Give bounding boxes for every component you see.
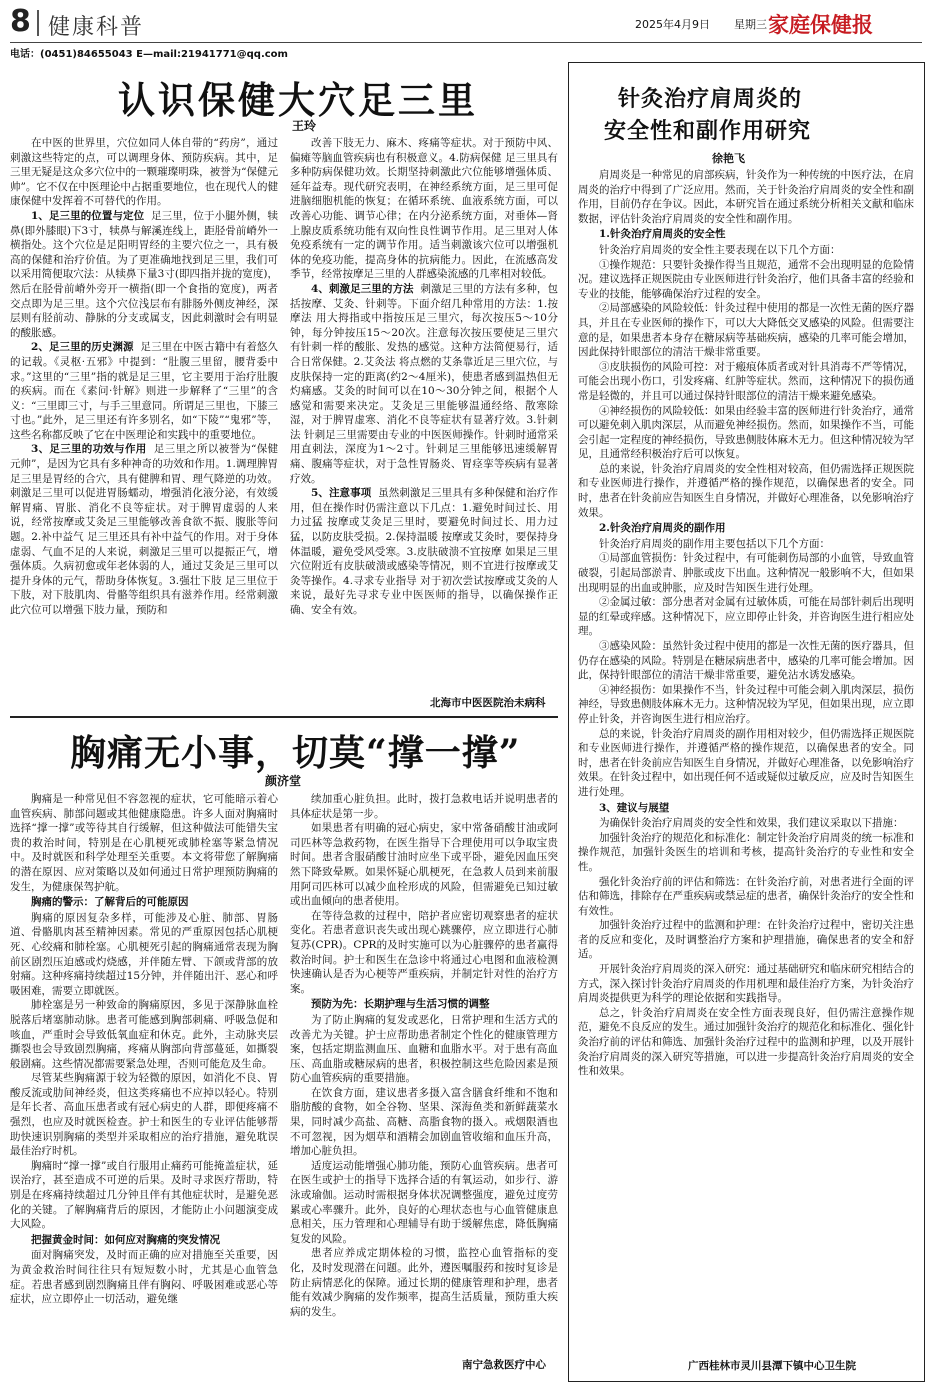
issue-weekday: 星期三 bbox=[734, 18, 767, 31]
article2-author: 颜济堂 bbox=[265, 774, 302, 788]
paragraph: 4、刺激足三里的方法 刺激足三里的方法有多种，包括按摩、艾灸、针刺等。下面介绍几种常用的方法：1.按摩法 用大拇指或中指按压足三里穴，每次按压5～10分钟，每分钟按压15～20次。注意每次按压要使足三里穴有针刺一样的酸胀、发热的感觉。这种方法简便易行，适合日常保健。2.艾灸法 将点燃的艾条靠近足三里穴位，与皮肤保持一定的距离(约2～4厘米)，使患者感到温热但无灼痛感。艾灸的时间可以在10～30分钟之间，根据个人感觉和需要来决定。艾灸足三里能够温通经络、散寒除湿，对于脾胃虚寒、消化不良等症状有显著疗效。3.针刺法 针刺足三里需要由专业的中医医师操作。针刺时通常采用直刺法，深度为1～2寸。针刺足三里能够迅速缓解胃痛、腹痛等症状，对于急性胃肠炎、胃痉挛等疾病有显著疗效。 bbox=[290, 282, 558, 485]
page-header bbox=[10, 6, 922, 43]
subheading: 2.针灸治疗肩周炎的副作用 bbox=[599, 522, 726, 535]
article2-column-2 bbox=[290, 792, 558, 1354]
page-number: 8 bbox=[10, 4, 31, 39]
paragraph: 1、足三里的位置与定位 足三里，位于小腿外侧，犊鼻(即外膝眼)下3寸，犊鼻与解溪连线上，距胫骨前嵴外一横指处。这个穴位是足阳明胃经的主要穴位之一，具有极高的保健和治疗价值。为了更准确地找到足三里，我们可以采用简便取穴法：从犊鼻下量3寸(即四指并拢的宽度)，然后在胫骨前嵴外旁开一横指(即一个食指的宽度)，两者交点即为足三里。这个穴位浅层布有腓肠外侧皮神经，深层则有胫前动、静脉的分支或属支，因此刺激时会有明显的酸胀感。 bbox=[10, 209, 278, 339]
paragraph: 针灸治疗肩周炎的副作用主要包括以下几个方面： bbox=[599, 537, 830, 550]
article1-title: 认识保健大穴足三里 bbox=[118, 78, 478, 122]
paragraph: 3、足三里的功效与作用 足三里之所以被誉为“保健元帅”，是因为它具有多种神奇的功效和作用。1.调理脾胃 足三里是胃经的合穴，具有健脾和胃、理气降逆的功效。刺激足三里可以促进胃肠蠕动，增强消化液分泌，有效缓解胃痛、胃胀、消化不良等症状。对于脾胃虚弱的人来说，经常按摩或艾灸足三里能够改善食欲不振、腹胀等问题。2.补中益气 足三里还具有补中益气的作用。对于身体虚弱、气血不足的人来说，刺激足三里可以提振正气，增强体质。久病初愈或年老体弱的人，通过艾灸足三里可以提升身体的元气，帮助身体恢复。3.强壮下肢 足三里位于下肢，对下肢肌肉、骨骼等组织具有滋养作用。经常刺激此穴位可以增强下肢力量，预防和 bbox=[10, 443, 278, 616]
article2-column-1 bbox=[10, 792, 278, 1384]
paragraph: 为了防止胸痛的复发或恶化，日常护理和生活方式的改善尤为关键。护士应帮助患者制定个性化的健康管理方案，包括定期监测血压、血糖和血脂水平。对于患有高血压、高血脂或糖尿病的患者，积极控制这些危险因素是预防心血管疾病的重要措施。 bbox=[290, 1013, 558, 1085]
subheading: 1.针灸治疗肩周炎的安全性 bbox=[599, 228, 726, 241]
paragraph: ②局部感染的风险较低：针灸过程中使用的都是一次性无菌的医疗器具，并且在专业医师的操作下，可以大大降低交叉感染的风险。但需要注意的是，如果患者本身存在糖尿病等基础疾病，感染的几率可能会增加，因此保持针眼部位的清洁干燥非常重要。 bbox=[578, 302, 914, 359]
paragraph: 改善下肢无力、麻木、疼痛等症状。对于预防中风、偏瘫等脑血管疾病也有积极意义。4.防病保健 足三里具有多种防病保健功效。长期坚持刺激此穴位能够增强体质、延年益寿。现代研究表明，在神经系统方面，足三里可促进脑细胞机能的恢复；在循环系统、血液系统方面，可以改善心功能、调节心律；在内分泌系统方面，对垂体—肾上腺皮质系统功能有双向性良性调节作用。足三里对人体免疫系统有一定的调节作用。适当刺激该穴位可以增强机体的免疫功能，提高身体的抗病能力。因此，在流感高发季节，经常按摩足三里的人群感染流感的几率相对较低。 bbox=[290, 137, 558, 281]
inline-heading: 5、注意事项 bbox=[311, 487, 372, 500]
article1-source: 北海市中医医院治未病科 bbox=[430, 697, 546, 709]
inline-heading: 1、足三里的位置与定位 bbox=[31, 209, 145, 222]
paragraph: 肺栓塞是另一种致命的胸痛原因，多见于深静脉血栓脱落后堵塞肺动脉。患者可能感到胸部刺痛、呼吸急促和咳血，严重时会导致低氧血症和休克。此外，主动脉夹层撕裂也会导致剧烈胸痛，疼痛从胸部向背部蔓延，如撕裂般剧痛。这些情况都需要紧急处理，否则可能危及生命。 bbox=[10, 999, 278, 1070]
paragraph: 在等待急救的过程中，陪护者应密切观察患者的症状变化。若患者意识丧失或出现心跳骤停，应立即进行心肺复苏(CPR)。CPR的及时实施可以为心脏骤停的患者赢得救治时间。护士和医生在急诊中将通过心电图和血液检测快速确认是否为心梗等严重疾病，并制定针对性的治疗方案。 bbox=[290, 909, 558, 995]
subheading: 把握黄金时间：如何应对胸痛的突发情况 bbox=[31, 1233, 220, 1246]
paragraph: 胸痛是一种常见但不容忽视的症状，它可能暗示着心血管疾病、肺部问题或其他健康隐患。许多人面对胸痛时选择“撑一撑”或等待其自行缓解，但这种做法可能错失宝贵的救治时间，特别是在心肌梗死或肺栓塞等紧急情况中。及时就医和科学处理至关重要。本文将带您了解胸痛的潜在原因、应对策略以及如何通过日常护理预防胸痛的发生，为健康保驾护航。 bbox=[10, 793, 278, 893]
subheading: 3、建议与展望 bbox=[599, 801, 670, 814]
paragraph: 为确保针灸治疗肩周炎的安全性和效果，我们建议采取以下措施： bbox=[599, 817, 904, 830]
article3-author: 徐艳飞 bbox=[712, 152, 745, 165]
article-divider bbox=[10, 716, 558, 718]
inline-heading: 2、足三里的历史渊源 bbox=[31, 341, 134, 354]
article2-title: 胸痛无小事，切莫“撑一撑” bbox=[70, 732, 521, 774]
article3-title-line1: 针灸治疗肩周炎的 bbox=[618, 86, 803, 112]
paragraph: 开展针灸治疗肩周炎的深入研究：通过基础研究和临床研究相结合的方式，深入探讨针灸治疗肩周炎的作用机理和最佳治疗方案，为针灸治疗肩周炎提供更为科学的理论依据和实践指导。 bbox=[578, 963, 914, 1005]
paragraph: 总的来说，针灸治疗肩周炎的副作用相对较少，但仍需选择正规医院和专业医师进行操作，并遵循严格的操作规范，以确保患者的安全。同时，患者在针灸前应告知医生自身情况，并做好心理准备，以免影响治疗效果。在针灸过程中，如出现任何不适或疑似过敏反应，应及时告知医生进行处理。 bbox=[578, 727, 914, 798]
article1-column-2 bbox=[290, 136, 558, 698]
paragraph: 针灸治疗肩周炎的安全性主要表现在以下几个方面： bbox=[599, 243, 841, 256]
paragraph: ③感染风险：虽然针灸过程中使用的都是一次性无菌的医疗器具，但仍存在感染的风险。特别是在糖尿病患者中，感染的几率可能会增加。因此，保持针眼部位的清洁干燥非常重要，避免沾水诱发感染。 bbox=[578, 640, 914, 682]
article1-column-1 bbox=[10, 136, 278, 716]
paragraph: 加强针灸治疗过程中的监测和护理：在针灸治疗过程中，密切关注患者的反应和变化，及时调整治疗方案和护理措施，确保患者的安全和舒适。 bbox=[578, 919, 914, 961]
paragraph: 在中医的世界里，穴位如同人体自带的“药房”，通过刺激这些特定的点，可以调理身体、预防疾病。其中，足三里无疑是这众多穴位中的一颗璀璨明珠，被誉为“保健元帅”。它不仅在中医理论中占据重要地位，也在现代人的健康保健中发挥着不可替代的作用。 bbox=[10, 137, 278, 208]
paragraph: 总的来说，针灸治疗肩周炎的安全性相对较高，但仍需选择正规医院和专业医师进行操作，并遵循严格的操作规范，以确保患者的安全。同时，患者在针灸前应告知医生自身情况，并做好心理准备，以免影响治疗效果。 bbox=[578, 462, 914, 519]
article3-body bbox=[578, 168, 914, 1346]
contact-line: 电话：(0451)84655043 E—mail:21941771@qq.com bbox=[10, 49, 288, 60]
article1-author: 王玲 bbox=[292, 119, 317, 133]
paragraph: 总之，针灸治疗肩周炎在安全性方面表现良好，但仍需注意操作规范，避免不良反应的发生。通过加强针灸治疗的规范化和标准化、强化针灸治疗前的评估和筛选、加强针灸治疗过程中的监测和护理，以及开展针灸治疗肩周炎的深入研究等措施，可以进一步提高针灸治疗肩周炎的安全性和效果。 bbox=[578, 1006, 914, 1078]
paragraph: 5、注意事项 虽然刺激足三里具有多种保健和治疗作用，但在操作时仍需注意以下几点：1.避免时间过长、用力过猛 按摩或艾灸足三里时，要避免时间过长、用力过猛，以防皮肤受损。2.保持温暖 按摩或艾灸时，要保持身体温暖，避免受风受寒。3.皮肤破溃不宜按摩 如果足三里穴位附近有皮肤破溃或感染等情况，则不宜进行按摩或艾灸等操作。4.寻求专业指导 对于初次尝试按摩或艾灸的人来说，最好先寻求专业中医医师的指导，以确保操作正确、安全有效。 bbox=[290, 487, 558, 616]
paragraph: ②金属过敏：部分患者对金属有过敏体质，可能在局部针刺后出现明显的红晕或痒感。这种情况下，应立即停止针灸，并咨询医生进行相应处理。 bbox=[578, 596, 914, 638]
paragraph: 胸痛时“撑一撑”或自行服用止痛药可能掩盖症状，延误治疗，甚至造成不可逆的后果。及时寻求医疗帮助，特别是在疼痛持续超过几分钟且伴有其他症状时，是避免恶化的关键。了解胸痛背后的原因，才能防止小问题演变成大风险。 bbox=[10, 1159, 278, 1231]
paragraph: 强化针灸治疗前的评估和筛选：在针灸治疗前，对患者进行全面的评估和筛选，排除存在严重疾病或禁忌症的患者，确保针灸治疗的安全性和有效性。 bbox=[578, 875, 914, 917]
inline-heading: 3、足三里的功效与作用 bbox=[31, 443, 147, 456]
paragraph: 肩周炎是一种常见的肩部疾病，针灸作为一种传统的中医疗法，在肩周炎的治疗中得到了广泛应用。然而，关于针灸治疗肩周炎的安全性和副作用，目前仍存在争议。因此，本研究旨在通过系统分析相关文献和临床数据，评估针灸治疗肩周炎的安全性和副作用。 bbox=[578, 169, 914, 225]
subheading: 预防为先：长期护理与生活习惯的调整 bbox=[311, 998, 490, 1011]
subheading: 胸痛的警示：了解背后的可能原因 bbox=[31, 896, 189, 909]
header-divider bbox=[37, 10, 39, 36]
paragraph: ③皮肤损伤的风险可控：对于瘢痕体质者或对针具消毒不严等情况，可能会出现小伤口，引发疼痛、红肿等症状。然而，这种情况下的损伤通常是轻微的，并且可以通过保持针眼部位的清洁干燥来避免感染。 bbox=[578, 360, 914, 402]
paragraph: 适度运动能增强心肺功能，预防心血管疾病。患者可在医生或护士的指导下选择合适的有氧运动，如步行、游泳或瑜伽。运动时需根据身体状况调整强度，避免过度劳累或心率骤升。此外，良好的心理状态也与心血管健康息息相关，压力管理和心理辅导有助于缓解焦虑，降低胸痛复发的风险。 bbox=[290, 1159, 558, 1245]
paragraph: 续加重心脏负担。此时，拨打急救电话并说明患者的具体症状是第一步。 bbox=[290, 793, 558, 820]
inline-heading: 4、刺激足三里的方法 bbox=[311, 282, 414, 295]
section-title: 健康科普 bbox=[48, 15, 145, 40]
article2-source: 南宁急救医疗中心 bbox=[462, 1359, 546, 1371]
paragraph: 如果患者有明确的冠心病史，家中常备硝酸甘油或阿司匹林等急救药物，在医生指导下合理使用可以争取宝贵时间。患者含服硝酸甘油时应坐下或平卧，避免因血压突然下降致晕厥。如果怀疑心肌梗死，在急救人员到来前服用阿司匹林可以减少血栓形成的风险，但需避免已知过敏或出血倾向的患者使用。 bbox=[290, 822, 558, 908]
paragraph: 尽管某些胸痛源于较为轻微的原因，如消化不良、胃酸反流或肋间神经炎，但这类疼痛也不应掉以轻心。特别是年长者、高血压患者或有冠心病史的人群，即便疼痛不强烈，也应及时就医检查。护士和医生的专业评估能够帮助快速识别胸痛的类型并采取相应的治疗措施，避免耽误最佳治疗时机。 bbox=[10, 1072, 278, 1158]
article3-source: 广西桂林市灵川县潭下镇中心卫生院 bbox=[688, 1360, 856, 1372]
paragraph: ④神经损伤的风险较低：如果由经验丰富的医师进行针灸治疗，通常可以避免刺入肌肉深层，从而避免神经损伤。然而，如果操作不当，可能会引起一定程度的神经损伤，导致患侧肢体麻木无力。但这种情况较为罕见，且通常经积极治疗后可以恢复。 bbox=[578, 404, 914, 461]
paragraph: 2、足三里的历史渊源 足三里在中医古籍中有着悠久的记载。《灵枢·五邪》中提到：“肚腹三里留，腰背委中求。”这里的“三里”指的就是足三里，它主要用于治疗肚腹的疾病。而在《素问·针解》则进一步解释了“三里”的含义：“三里即三寸，与手三里意同。所谓足三里也，下膝三寸也。”此外，足三里还有许多别名，如“下陵”“鬼邪”等，这些名称都反映了它在中医理论和实践中的重要地位。 bbox=[10, 341, 278, 441]
newspaper-brand: 家庭保健报 bbox=[768, 13, 873, 37]
paragraph: ④神经损伤：如果操作不当，针灸过程中可能会刺入肌肉深层，损伤神经，导致患侧肢体麻木无力。这种情况较为罕见，但如果出现，应立即停止针灸，并咨询医生进行相应治疗。 bbox=[578, 683, 914, 725]
paragraph: ①局部血管损伤：针灸过程中，有可能刺伤局部的小血管，导致血管破裂，引起局部淤青、肿胀或皮下出血。这种情况一般影响不大，但如果出现明显的出血或肿胀，应及时告知医生进行处理。 bbox=[578, 552, 914, 594]
paragraph: 胸痛的原因复杂多样，可能涉及心脏、肺部、胃肠道、骨骼肌肉甚至精神因素。常见的严重原因包括心肌梗死、心绞痛和肺栓塞。心肌梗死引起的胸痛通常表现为胸前区剧烈压迫感或灼烧感，并伴随左臂、下颌或背部的放射痛。这种疼痛持续超过15分钟，并伴随出汗、恶心和呼吸困难，需要立即就医。 bbox=[10, 911, 278, 997]
issue-date: 2025年4月9日 bbox=[635, 18, 710, 31]
paragraph: ①操作规范：只要针灸操作得当且规范，通常不会出现明显的危险情况。建议选择正规医院由专业医师进行针灸治疗，他们具备丰富的经验和专业的技能，能够确保治疗过程的安全。 bbox=[578, 258, 914, 300]
paragraph: 加强针灸治疗的规范化和标准化：制定针灸治疗肩周炎的统一标准和操作规范，加强针灸医生的培训和考核，提高针灸治疗的专业性和安全性。 bbox=[578, 831, 914, 873]
paragraph: 面对胸痛突发，及时而正确的应对措施至关重要，因为黄金救治时间往往只有短短数小时，尤其是心血管急症。若患者感到剧烈胸痛且伴有胸闷、呼吸困难或恶心等症状，应立即停止一切活动，避免继 bbox=[10, 1249, 278, 1306]
paragraph: 患者应养成定期体检的习惯，监控心血管指标的变化，及时发现潜在问题。此外，遵医嘱服药和按时复诊是防止病情恶化的保障。通过长期的健康管理和护理，患者能有效减少胸痛的发作频率，提高生活质量，预防重大疾病的发生。 bbox=[290, 1247, 558, 1318]
article3-title-line2: 安全性和副作用研究 bbox=[604, 118, 812, 144]
paragraph: 在饮食方面，建议患者多摄入富含膳食纤维和不饱和脂肪酸的食物，如全谷物、坚果、深海鱼类和新鲜蔬菜水果，同时减少高盐、高糖、高脂食物的摄入。戒烟限酒也不可忽视，因为烟草和酒精会加剧血管收缩和血压升高，增加心脏负担。 bbox=[290, 1086, 558, 1158]
